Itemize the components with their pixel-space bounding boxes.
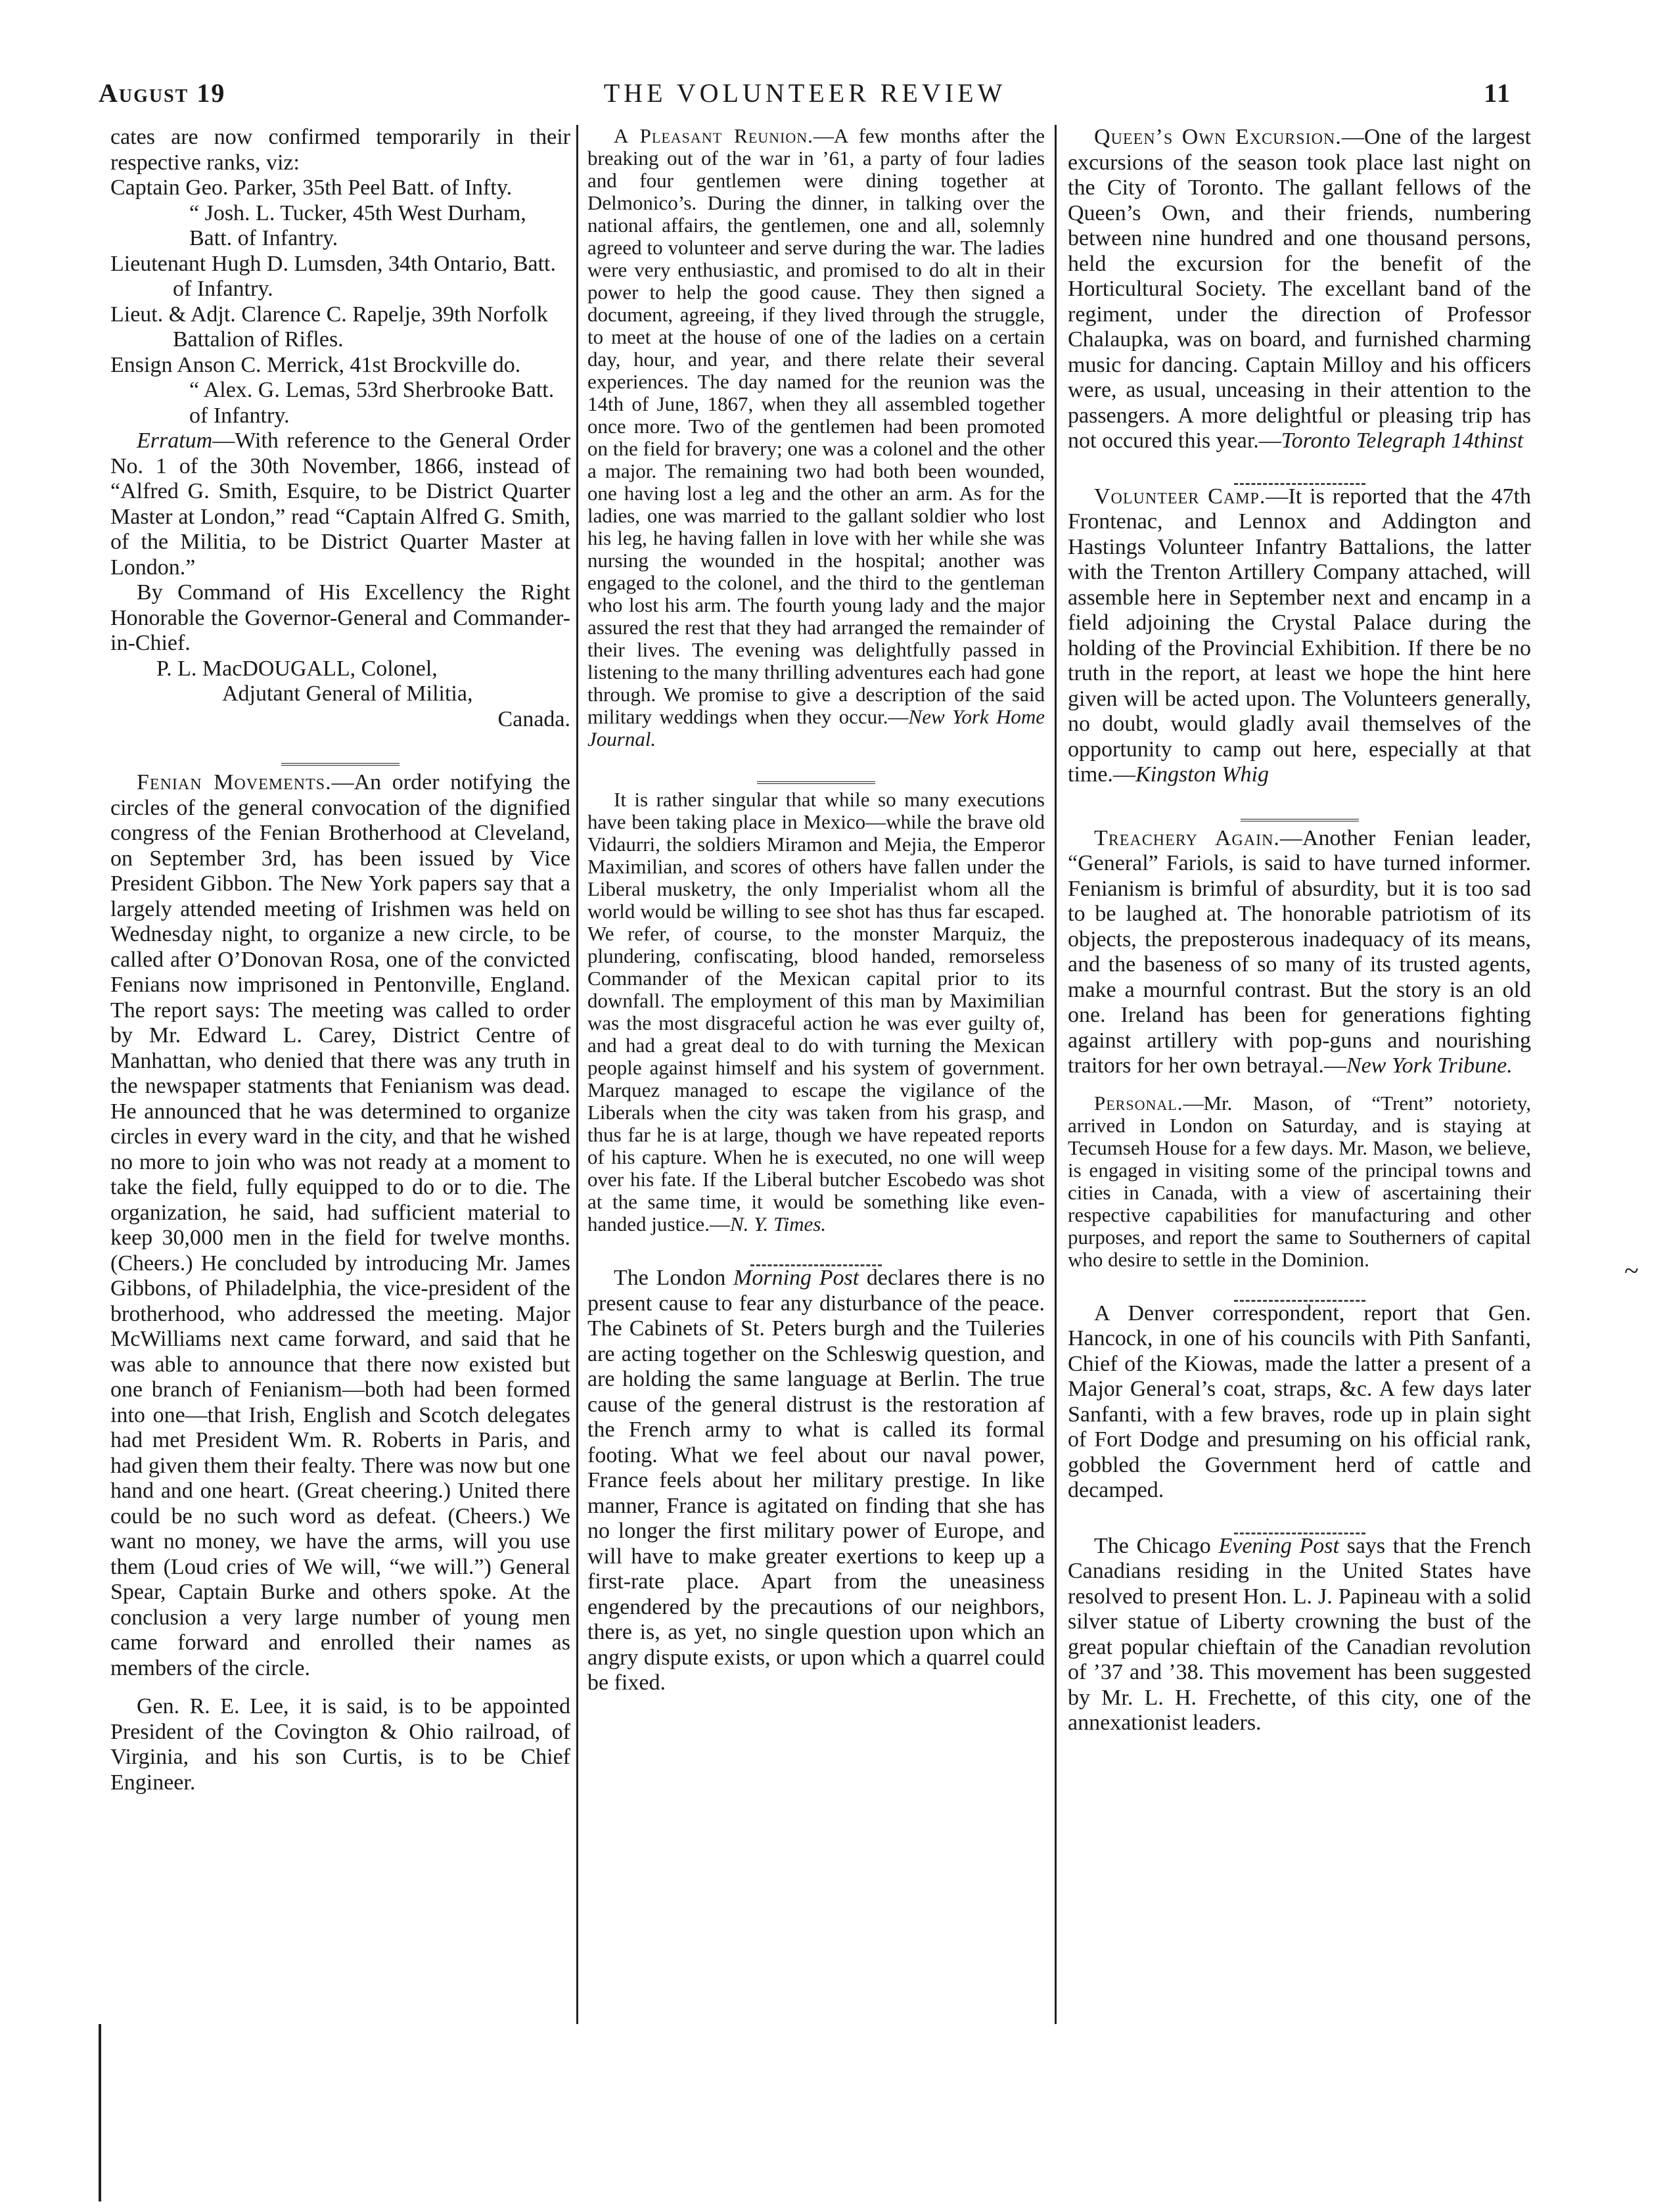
- erratum-text: —With reference to the General Order No. 1 of the 30th November, 1866, instead of “Alfred G. Smith, Esquire, to be District Quarter Master at London,” read “Captain Alfred G. Smith, of the Militia, to be District Quarter Master at London.”: [110, 428, 570, 580]
- section-separator: [587, 765, 1045, 774]
- signature-place: Canada.: [497, 706, 570, 731]
- personal-heading: Personal.: [1094, 1091, 1183, 1115]
- column-rule-left: [576, 125, 578, 2024]
- fenian-movements-text: —An order notifying the circles of the general convocation of the dignified congress of the Fenian Brotherhood at Cleveland, on September 3rd, has been issued by Vice President Gibbon. The New York papers say that a largely attended meeting of Irishmen was held on Wednesday night, to organize a new circle, to be called after O’Donovan Rosa, one of the convicted Fenians now imprisoned in Pentonville, England. The report says: The meeting was called to order by Mr. Edward L. Carey, District Centre of Manhattan, who denied that there was any truth in the newspaper statments that Fenianism was dead. He announced that he was determined to organize circles in every ward in the city, and that he wished no more to join who was not ready at a moment to take the field, fully equipped to do or to die. The organization, he said, had sufficient material to keep 30,000 men in the field for twelve months. (Cheers.) He concluded by introducing Mr. James Gibbons, of Philadelphia, the vice-president of the brotherhood, who addressed the meeting. Major McWilliams next came forward, and said that he was able to announce that there now existed but one branch of Fenianism—both had been formed into one—that Irish, English and Scotch delegates had met President Wm. R. Roberts in Paris, and had given them their fealty. There was now but one hand and one heart. (Great cheering.) United there could be no such word as defeat. (Cheers.) We want no money, we have the arms, will you use them (Loud cries of We will, “we will.”) General Spear, Captain Burke and others spoke. At the conclusion a very large number of young men came forward and enrolled their names as members of the circle.: [110, 770, 570, 1680]
- header-page-number: 11: [1484, 78, 1511, 108]
- mexico-paragraph: [587, 789, 1045, 1235]
- treachery-text: —Another Fenian leader, “General” Fariols, is said to have turned informer. Fenianism is brimful of absurdity, but it is too sad to be laughed at. The honorable patriotism of its objects, the preposterous inadequacy of its means, and the baseness of so many of its trusted agents, make a mournful contrast. But the story is an old one. Ireland has been for generations fighting against artillery with pop-guns and nourishing traitors for her own betrayal.—: [1068, 825, 1531, 1078]
- section-separator-dashed: [1068, 466, 1531, 472]
- officer-rank-1: Captain Geo. Parker, 35th Peel Batt. of Infty.: [110, 175, 513, 200]
- queens-own-text: —One of the largest excursions of the season took place last night on the City of Toronto. The gallant fellows of the Queen’s Own, and their friends, numbering between nine hundred and one thousand persons, held the excursion for the benefit of the Horticultural Society. The excellant band of the regiment, under the direction of Professor Chalaupka, was on board, and furnished charming music for dancing. Captain Milloy and his officers were, as usual, unceasing in their attention to the passengers. A more delightful or pleasing trip has not occured this year.—: [1068, 125, 1531, 453]
- section-separator: [110, 747, 570, 756]
- treachery-source: New York Tribune.: [1346, 1053, 1513, 1078]
- queens-own-source: Toronto Telegraph 14thinst: [1281, 428, 1524, 453]
- officer-rank-5: Ensign Anson C. Merrick, 41st Brockville do.: [110, 352, 521, 377]
- section-separator-dashed: [1068, 1515, 1531, 1522]
- lee-paragraph: Gen. R. E. Lee, it is said, is to be appointed President of the Covington & Ohio railroad, of Virginia, and his son Curtis, is to be Chief Engineer.: [110, 1694, 570, 1795]
- mexico-text: It is rather singular that while so many executions have been taking place in Mexico—while the brave old Vidaurri, the soldiers Miramon and Mejia, the Emperor Maximilian, and scores of others have fallen under the Liberal musketry, the only Imperialist whom all the world would be willing to see shot has thus far escaped. We refer, of course, to the monster Marquiz, the plundering, confiscating, blood handed, remorseless Commander of the Mexican capital prior to its downfall. The employment of this man by Maximilian was the most disgraceful action he was ever guilty of, and had a great deal to do with turning the Mexican people against himself and his system of government. Marquez managed to escape the vigilance of the Liberals when the city was taken from his grasp, and thus far he is at large, though we have repeated reports of his capture. When he is executed, no one will weep over his fate. If the Liberal butcher Escobedo was shot at the same time, it would be something like even-handed justice.—: [587, 788, 1045, 1235]
- volunteer-camp-paragraph: [1068, 484, 1531, 788]
- reunion-paragraph: [587, 125, 1045, 750]
- chicago-paragraph: [1068, 1534, 1531, 1736]
- command-line: By Command of His Excellency the Right Honorable the Governor-General and Commander-in-Chief.: [110, 580, 570, 655]
- chicago-text-a: The Chicago: [1094, 1533, 1219, 1558]
- signature-title: Adjutant General of Militia,: [222, 681, 473, 706]
- queens-own-paragraph: [1068, 125, 1531, 454]
- queens-own-heading: Queen’s Own Excursion.: [1094, 125, 1342, 149]
- column-rule-right: [1055, 125, 1057, 2024]
- officer-rank-3: Lieutenant Hugh D. Lumsden, 34th Ontario, Batt. of Infantry.: [110, 251, 556, 301]
- treachery-heading: Treachery Again.: [1094, 825, 1280, 850]
- personal-text: —Mr. Mason, of “Trent” notoriety, arrived in London on Saturday, and is staying at Tecumseh House for a few days. Mr. Mason, we believe, is engaged in visiting some of the principal towns and cities in Canada, with a view of ascertaining their respective capabilities for manufacturing and other purposes, and report the same to Southerners of capital who desire to settle in the Dominion.: [1068, 1091, 1531, 1271]
- column-3: [1068, 125, 1531, 1736]
- section-separator: [1068, 802, 1531, 812]
- fenian-movements-paragraph: [110, 770, 570, 1681]
- london-text-a: The London: [614, 1266, 734, 1290]
- denver-paragraph: A Denver correspondent, report that Gen. Hancock, in one of his councils with Pith Sanfanti, Chief of the Kiowas, made the latter a present of a Major General’s coat, straps, &c. A few days later Sanfanti, with a few braves, rode up in plain sight of Fort Dodge and presuming on his official rank, gobbled the Government herd of cattle and decamped.: [1068, 1301, 1531, 1502]
- header-title: THE VOLUNTEER REVIEW: [603, 78, 1007, 108]
- margin-tilde-mark: ~: [1624, 1256, 1639, 1285]
- column-1: [110, 125, 570, 1795]
- officer-rank-6: “ Alex. G. Lemas, 53rd Sherbrooke Batt. of Infantry.: [189, 378, 555, 428]
- london-paper-name: Morning Post: [733, 1266, 859, 1290]
- chicago-text-b: says that the French Canadians residing in the United States have resolved to present Hon. L. J. Papineau with a solid silver statue of Liberty crowning the bust of the great popular chieftain of the Canadian revolution of ’37 and ’38. This movement has been suggested by Mr. L. H. Frechette, of this city, one of the annexationist leaders.: [1068, 1533, 1531, 1735]
- treachery-paragraph: [1068, 826, 1531, 1079]
- reunion-text: —A few months after the breaking out of the war in ’61, a party of four ladies and four gentlemen were dining together at Delmonico’s. During the dinner, in talking over the national affairs, the gentlemen, one and all, solemnly agreed to volunteer and serve during the war. The ladies were very enthusiastic, and promised to do alt in their power to help the good cause. They then signed a document, agreeing, if they lived through the struggle, to meet at the house of one of the ladies on a certain day, hour, and year, and there relate their several experiences. The day named for the reunion was the 14th of June, 1867, when they all assembled together once more. Two of the gentlemen had been promoted on the field for bravery; one was a colonel and the other a major. The remaining two had both been wounded, one having lost a leg and the other an arm. As for the ladies, one was married to the gallant soldier who lost his leg, he having fallen in love with her while she was nursing the wounded in the hospital; another was engaged to the colonel, and the third to the gentleman who lost his arm. The fourth young lady and the major assured the rest that they had arranged the remainder of their lives. The evening was delightfully passed in listening to the many thrilling adventures each had gone through. We promise to give a description of the said military weddings when they occur.—: [587, 124, 1045, 728]
- volunteer-camp-heading: Volunteer Camp.: [1094, 484, 1266, 509]
- volunteer-camp-text: —It is reported that the 47th Frontenac, and Lennox and Addington and Hastings Volunteer Infantry Battalions, the latter with the Trenton Artillery Company attached, will assemble here in September next and encamp in a field adjoining the Crystal Palace during the holding of the Provincial Exhibition. If there be no truth in the report, at least we hope the hint here given will be acted upon. The Volunteers generally, no doubt, would gladly avail themselves of the opportunity to camp out here, especially at that time.—: [1068, 484, 1531, 787]
- chicago-paper-name: Evening Post: [1218, 1533, 1339, 1558]
- volunteer-camp-source: Kingston Whig: [1135, 762, 1270, 787]
- london-text-b: declares there is no present cause to fear any disturbance of the peace. The Cabinets of St. Peters burgh and the Tuileries are acting together on the Schleswig question, and are holding the same language at Berlin. The true cause of the general distrust is the restoration af the French army to what is called its formal footing. What we feel about our naval power, France feels about her military prestige. In like manner, France is agitated on finding that she has no longer the first military power of Europe, and will have to make greater exertions to keep up a first-rate place. Apart from the uneasiness engendered by the precautions of our neighbors, there is, as yet, no single question upon which an angry dispute exists, or upon which a quarrel could be fixed.: [587, 1266, 1045, 1695]
- mexico-source: N. Y. Times.: [729, 1212, 827, 1235]
- officers-intro: cates are now confirmed temporarily in their respective ranks, viz:: [110, 125, 570, 175]
- section-separator-dashed: [1068, 1283, 1531, 1289]
- column-2: [587, 125, 1045, 1696]
- erratum-paragraph: [110, 428, 570, 580]
- reunion-source: New York Home Journal.: [587, 705, 1045, 750]
- officer-rank-2: “ Josh. L. Tucker, 45th West Durham, Batt. of Infantry.: [189, 200, 526, 250]
- fenian-movements-heading: Fenian Movements.: [137, 770, 332, 795]
- erratum-heading: Erratum: [137, 428, 213, 453]
- officer-rank-4: Lieut. & Adjt. Clarence C. Rapelje, 39th Norfolk Battalion of Rifles.: [110, 302, 548, 352]
- personal-paragraph: [1068, 1092, 1531, 1271]
- reunion-heading: A Pleasant Reunion.: [614, 124, 813, 147]
- page-header: [99, 78, 1511, 117]
- left-margin-line: [99, 2024, 101, 2201]
- section-separator-dashed: [587, 1247, 1045, 1254]
- header-date: August 19: [99, 78, 226, 108]
- signature-name: P. L. MacDOUGALL, Colonel,: [156, 656, 438, 681]
- london-paragraph: [587, 1266, 1045, 1696]
